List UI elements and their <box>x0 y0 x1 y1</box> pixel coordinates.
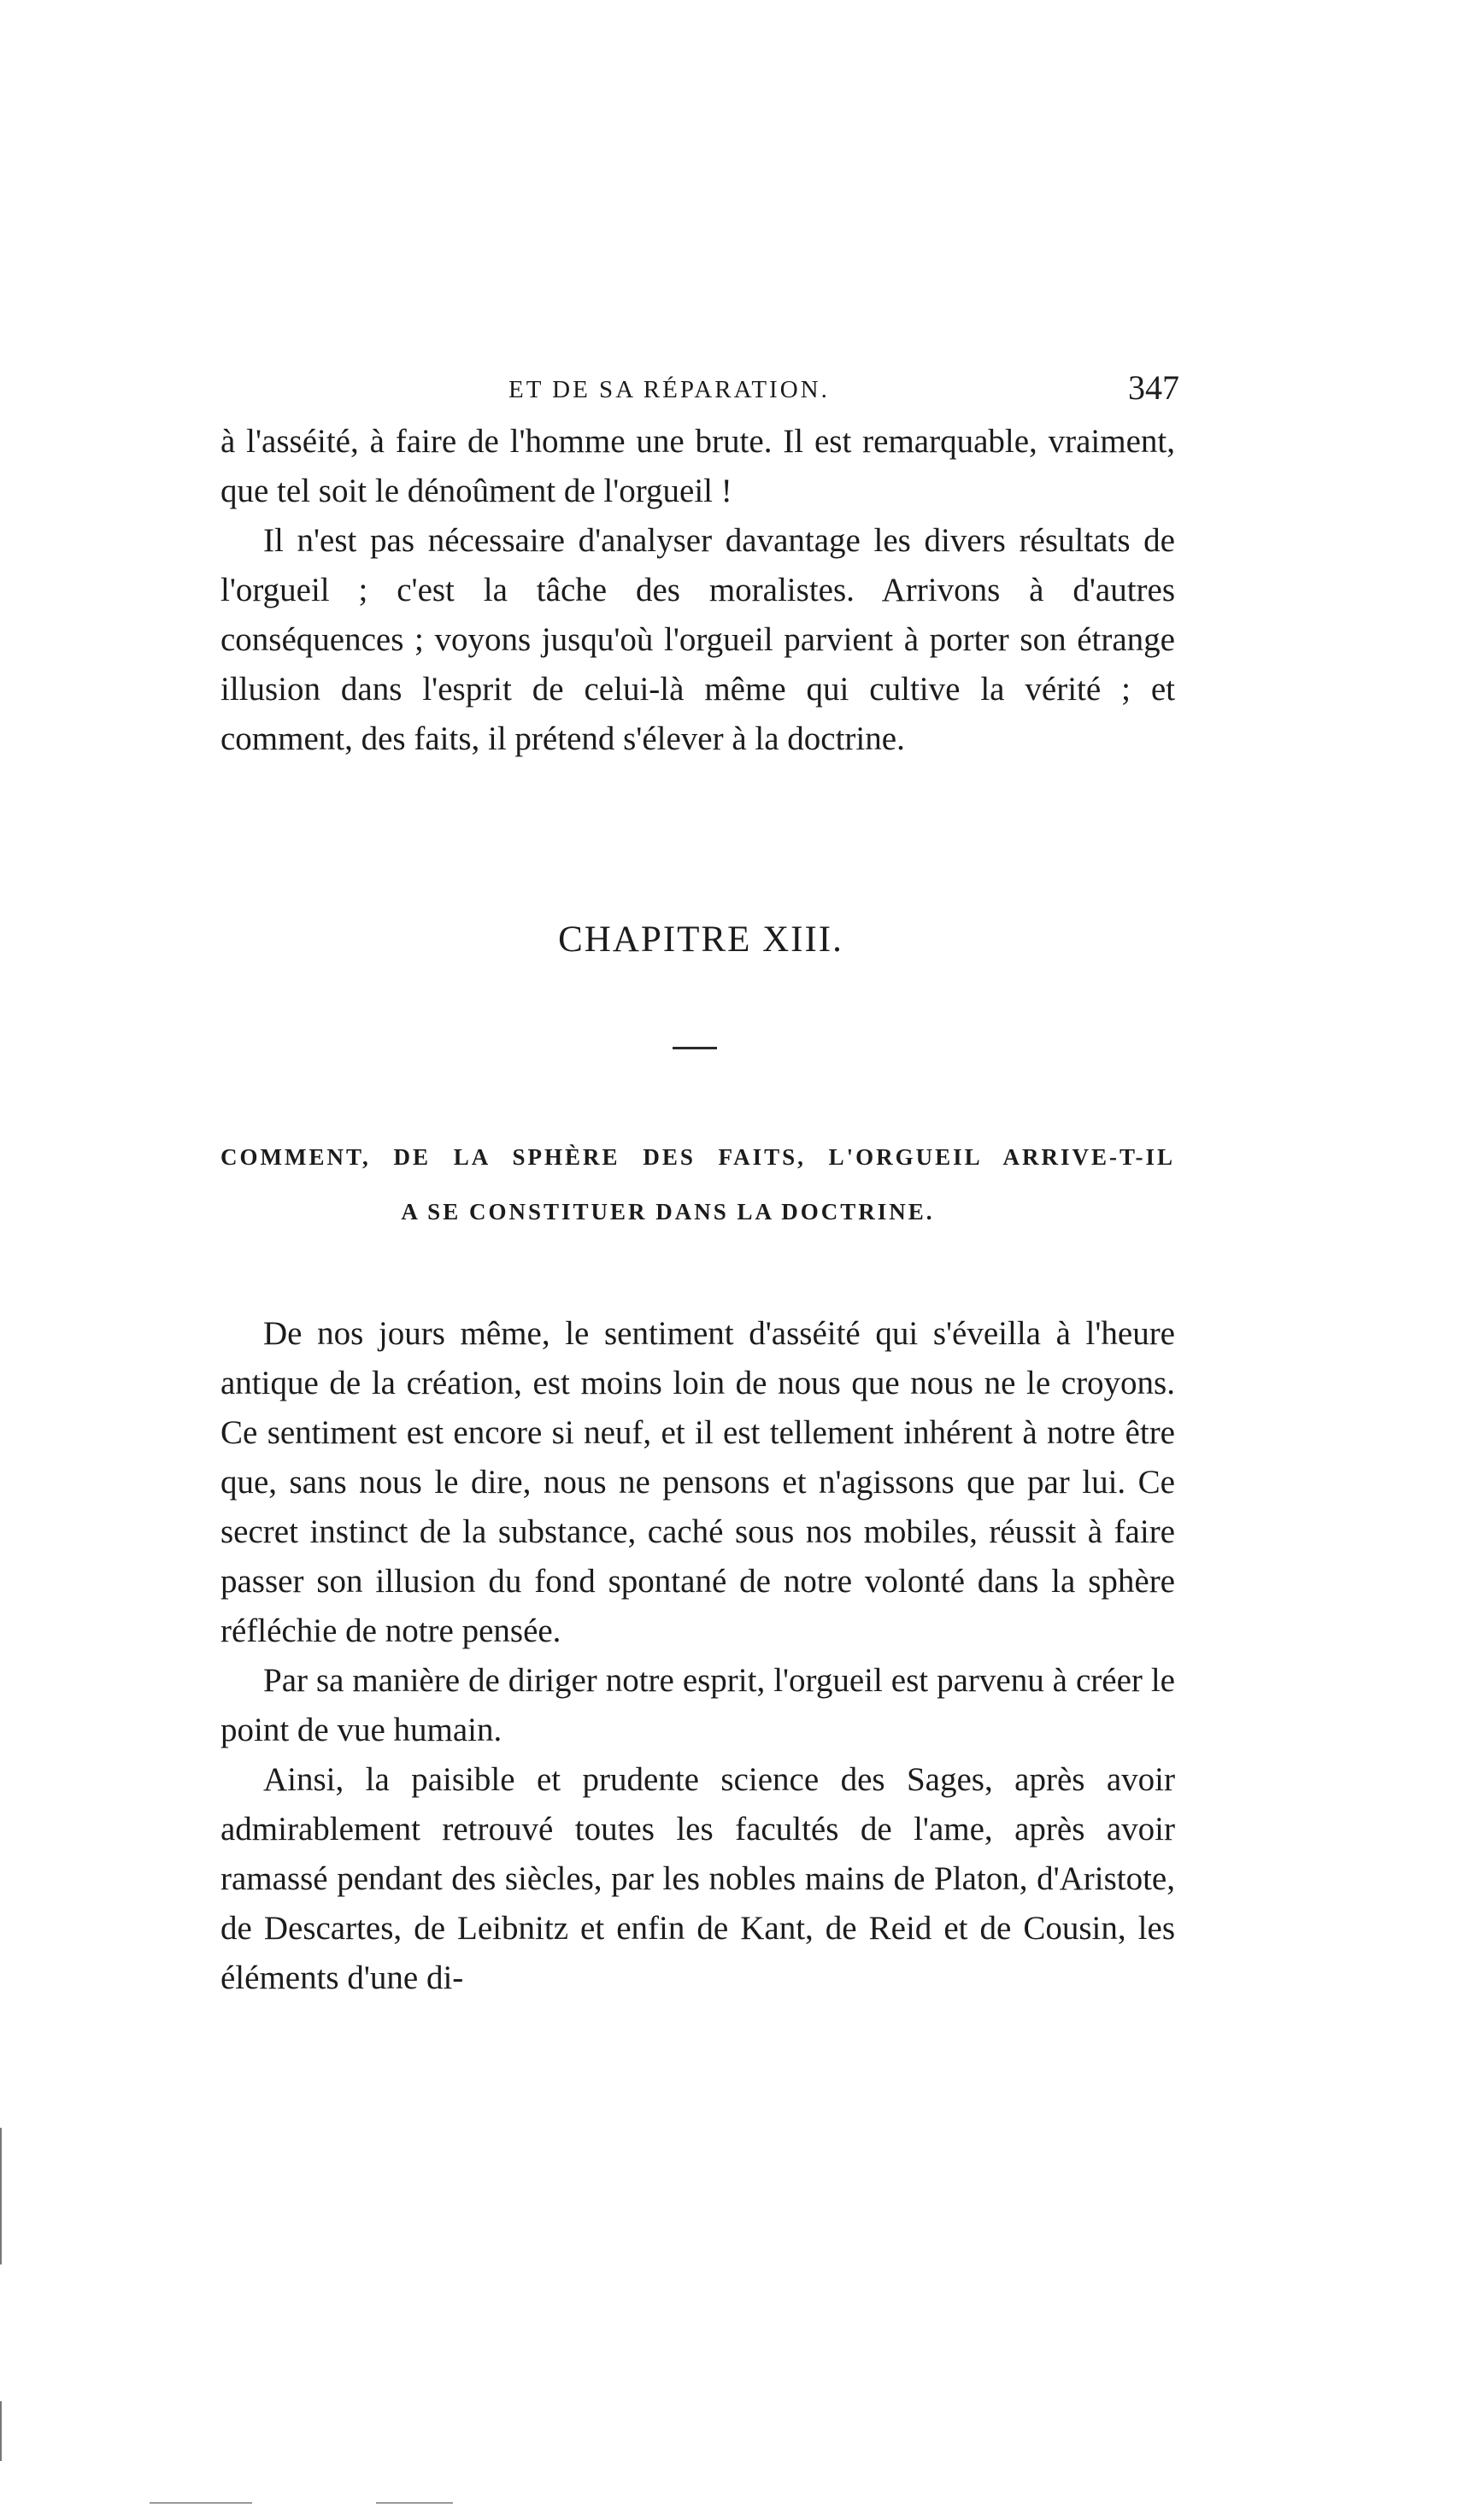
scan-edge-mark <box>150 2502 252 2504</box>
chapter-heading-line-1: COMMENT, DE LA SPHÈRE DES FAITS, L'ORGUEIL ARRIVE-T-IL <box>220 1144 1175 1170</box>
paragraph-block-top <box>220 417 1175 764</box>
paragraph: De nos jours même, le sentiment d'asséité qui s'éveilla à l'heure antique de la création, est moins loin de nous que nous ne le croyons. Ce sentiment est encore si neuf, et il est tellement inhérent à notre être que, sans nous le dire, nous ne pensons et n'agissons que par lui. Ce secret instinct de la substance, caché sous nos mobiles, réussit à faire passer son illusion du fond spontané de notre volonté dans la sphère réfléchie de notre pensée. <box>220 1315 1175 1649</box>
running-title: ET DE SA RÉPARATION. <box>508 376 830 403</box>
chapter-rule <box>673 1047 717 1049</box>
chapter-title: CHAPITRE XIII. <box>558 919 843 960</box>
paragraph-block-chapter <box>220 1309 1175 2003</box>
scan-margin-mark <box>0 2128 2 2264</box>
running-head <box>218 367 1179 415</box>
scan-margin-mark <box>0 2401 2 2461</box>
paragraph: à l'asséité, à faire de l'homme une brute. Il est remarquable, vraiment, que tel soit le dénoûment de l'orgueil ! <box>220 423 1175 509</box>
paragraph: Il n'est pas nécessaire d'analyser davantage les divers résultats de l'orgueil ; c'est la tâche des moralistes. Arrivons à d'autres conséquences ; voyons jusqu'où l'orgueil parvient à porter son étrange illusion dans l'esprit de celui-là même qui cultive la vérité ; et comment, des faits, il prétend s'élever à la doctrine. <box>220 522 1175 757</box>
scan-edge-mark <box>376 2502 453 2504</box>
paragraph: Par sa manière de diriger notre esprit, l'orgueil est parvenu à créer le point de vue humain. <box>220 1662 1175 1748</box>
chapter-heading-line-2: A SE CONSTITUER DANS LA DOCTRINE. <box>401 1199 935 1225</box>
page-number: 347 <box>1128 368 1179 407</box>
paragraph: Ainsi, la paisible et prudente science des Sages, après avoir admirablement retrouvé toutes les facultés de l'ame, après avoir ramassé pendant des siècles, par les nobles mains de Platon, d'Aristote, de Descartes, de Leibnitz et enfin de Kant, de Reid et de Cousin, les éléments d'une di- <box>220 1761 1175 1996</box>
chapter-heading <box>220 1130 1175 1239</box>
